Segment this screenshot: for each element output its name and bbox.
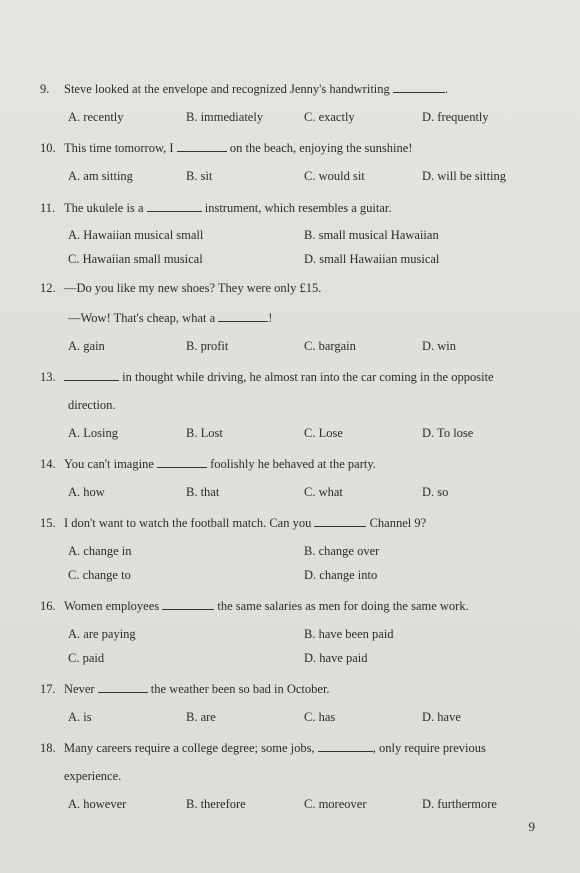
question-number: 14. — [40, 457, 56, 472]
question-number: 15. — [40, 516, 56, 531]
option-c: C. what — [304, 484, 343, 499]
answer-blank — [64, 368, 119, 381]
stem-text: —Do you like my new shoes? They were only £15. — [64, 281, 322, 296]
option-d: D. furthermore — [422, 796, 497, 811]
option-b: B. are — [186, 709, 216, 724]
answer-blank — [98, 680, 148, 693]
question-number: 17. — [40, 682, 56, 697]
option-a: A. is — [68, 709, 92, 724]
option-c: C. exactly — [304, 109, 355, 124]
options-row — [40, 568, 550, 584]
option-d: D. so — [422, 484, 449, 499]
option-a: A. how — [68, 484, 105, 499]
answer-blank — [318, 739, 373, 752]
option-a: A. am sitting — [68, 168, 133, 183]
question-11 — [40, 199, 550, 268]
option-c: C. Lose — [304, 425, 343, 440]
option-a: A. recently — [68, 109, 124, 124]
options-row — [40, 627, 550, 643]
stem-text: the weather been so bad in October. — [150, 682, 330, 697]
answer-blank — [177, 139, 227, 152]
answer-blank — [157, 455, 207, 468]
answer-blank — [314, 514, 366, 527]
stem-text: Channel 9? — [369, 516, 427, 531]
stem-text: on the beach, enjoying the sunshine! — [229, 141, 413, 156]
option-c: C. change to — [68, 567, 131, 582]
stem-text: You can't imagine — [64, 457, 154, 472]
option-d: D. have — [422, 709, 461, 724]
question-12 — [40, 281, 550, 354]
question-stem — [40, 80, 550, 98]
question-18 — [40, 739, 550, 812]
question-15 — [40, 514, 550, 583]
question-number: 18. — [40, 741, 56, 756]
question-stem — [40, 597, 550, 615]
option-c: C. moreover — [304, 796, 367, 811]
option-d: D. change into — [304, 567, 378, 582]
option-b: B. profit — [186, 338, 229, 353]
option-b: B. that — [186, 484, 220, 499]
option-a: A. change in — [68, 544, 132, 558]
options-row — [40, 228, 550, 244]
question-stem — [40, 455, 550, 473]
question-14 — [40, 455, 550, 500]
option-d: D. will be sitting — [422, 168, 507, 183]
question-number: 11. — [40, 200, 56, 215]
options-row — [40, 710, 550, 726]
option-c: C. bargain — [304, 338, 356, 353]
option-d: D. frequently — [422, 109, 489, 124]
option-b: B. small musical Hawaiian — [304, 228, 439, 243]
question-13 — [40, 368, 550, 441]
question-9 — [40, 80, 550, 125]
stem-text: Steve looked at the envelope and recognized Jenny's handwriting — [64, 82, 390, 96]
question-stem-line-2 — [40, 309, 550, 327]
stem-text: , only require previous — [372, 741, 486, 756]
stem-text: ! — [268, 311, 273, 325]
stem-text: the same salaries as men for doing the same work. — [217, 599, 469, 614]
option-b: B. Lost — [186, 425, 223, 440]
options-row — [40, 544, 550, 560]
option-a: A. however — [68, 796, 127, 811]
answer-blank — [218, 309, 268, 322]
options-row — [40, 797, 550, 813]
options-row — [40, 110, 550, 126]
stem-text: in thought while driving, he almost ran into the car coming in the opposite — [122, 370, 494, 385]
answer-blank — [393, 80, 445, 93]
stem-text: foolishly he behaved at the party. — [210, 457, 376, 472]
answer-blank — [147, 199, 202, 212]
stem-text: Never — [64, 682, 95, 697]
options-row — [40, 485, 550, 501]
options-row — [40, 169, 550, 185]
option-d: D. small Hawaiian musical — [304, 251, 440, 266]
option-b: B. immediately — [186, 109, 264, 124]
options-row — [40, 651, 550, 667]
question-stem — [40, 139, 550, 157]
options-row — [40, 426, 550, 442]
options-row — [40, 339, 550, 355]
stem-text: —Wow! That's cheap, what a — [68, 311, 216, 325]
question-stem — [40, 514, 550, 532]
question-17 — [40, 680, 550, 725]
options-row — [40, 252, 550, 268]
question-stem — [40, 281, 550, 297]
answer-blank — [162, 597, 214, 610]
question-number: 9. — [40, 82, 50, 96]
question-number: 16. — [40, 599, 56, 614]
question-number: 13. — [40, 370, 56, 385]
page-number: 9 — [528, 818, 535, 834]
option-a: A. Losing — [68, 425, 118, 440]
option-c: C. has — [304, 709, 336, 724]
option-a: A. Hawaiian musical small — [68, 228, 204, 243]
question-stem-line-2: experience. — [64, 769, 122, 783]
question-number: 10. — [40, 141, 56, 156]
option-c: C. Hawaiian small musical — [68, 251, 203, 266]
question-stem — [40, 199, 550, 217]
option-c: C. would sit — [304, 168, 365, 183]
option-c: C. paid — [68, 650, 105, 665]
stem-text: The ukulele is a — [64, 200, 144, 215]
question-stem — [40, 368, 550, 386]
question-stem — [40, 680, 550, 698]
question-stem — [40, 739, 550, 757]
question-stem-line-2: direction. — [68, 397, 116, 412]
option-a: A. gain — [68, 338, 105, 353]
stem-text: instrument, which resembles a guitar. — [204, 200, 392, 215]
stem-text: Many careers require a college degree; some jobs, — [64, 741, 315, 756]
stem-text: . — [444, 82, 449, 96]
option-d: D. have paid — [304, 650, 368, 665]
option-b: B. have been paid — [304, 626, 394, 641]
option-a: A. are paying — [68, 626, 136, 641]
question-number: 12. — [40, 281, 56, 296]
question-10 — [40, 139, 550, 184]
option-b: B. change over — [304, 544, 380, 558]
option-d: D. win — [422, 338, 457, 353]
question-16 — [40, 597, 550, 666]
option-b: B. therefore — [186, 796, 246, 811]
stem-text: I don't want to watch the football match. Can you — [64, 516, 312, 531]
stem-text: This time tomorrow, I — [64, 141, 174, 156]
stem-text: Women employees — [64, 599, 160, 614]
option-b: B. sit — [186, 168, 213, 183]
option-d: D. To lose — [422, 425, 474, 440]
